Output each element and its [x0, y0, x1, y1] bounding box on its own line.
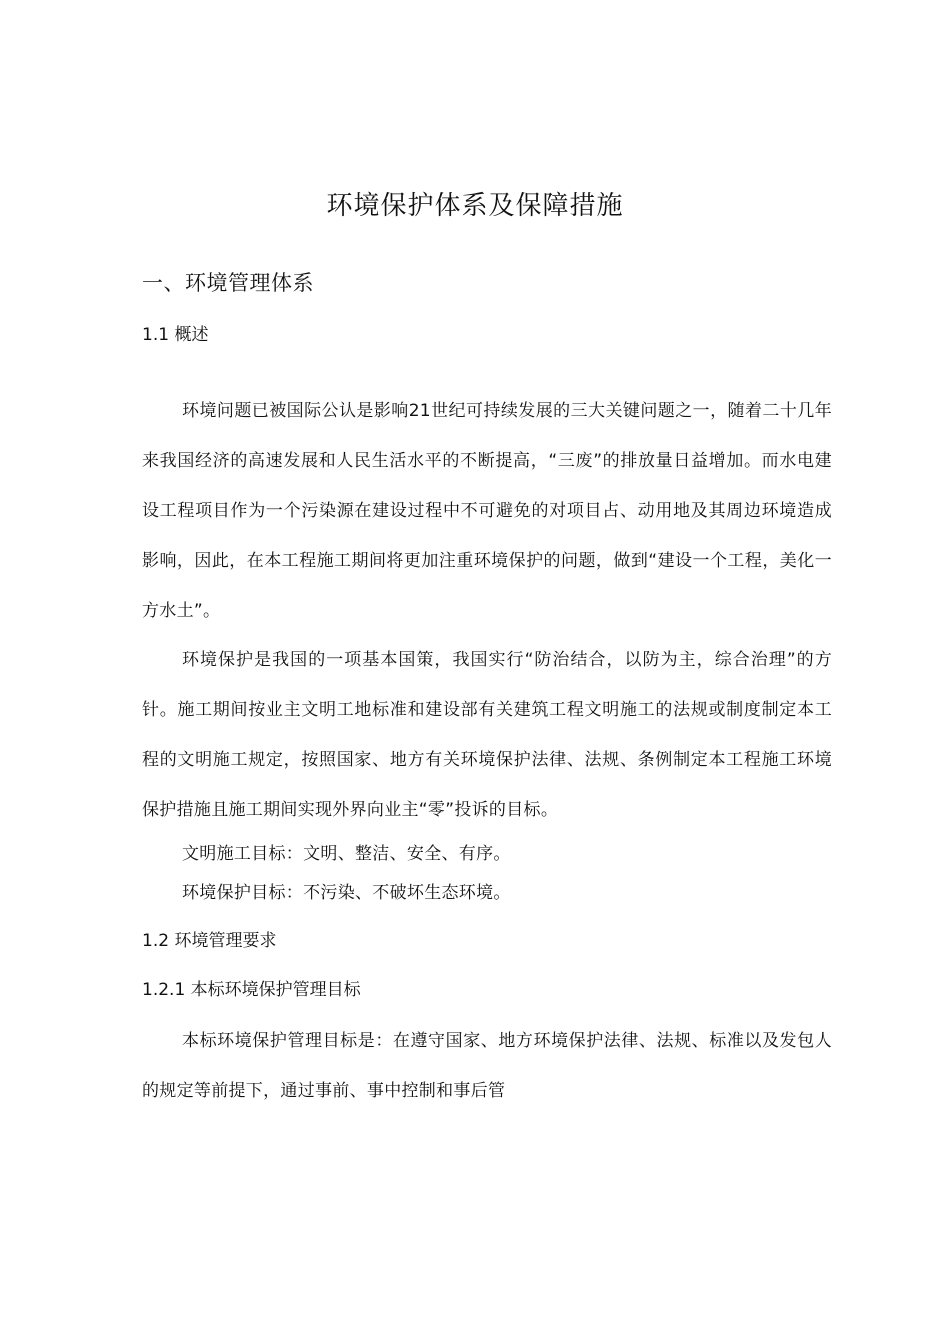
- section-heading-environment-management-system: 一、环境管理体系: [142, 271, 314, 295]
- subsection-heading-overview: 1.1 概述: [142, 325, 209, 345]
- document-title: 环境保护体系及保障措施: [326, 191, 624, 221]
- environmental-protection-goal: 环境保护目标：不污染、不破坏生态环境。: [182, 883, 511, 903]
- civil-construction-goal: 文明施工目标：文明、整洁、安全、有序。: [182, 844, 511, 864]
- paragraph-protection-goals: 本标环境保护管理目标是：在遵守国家、地方环境保护法律、法规、标准以及发包人的规定等前提下，通过事前、事中控制和事后管: [142, 1031, 832, 1101]
- paragraph-overview-1: 环境问题已被国际公认是影响21世纪可持续发展的三大关键问题之一，随着二十几年来我国经济的高速发展和人民生活水平的不断提高，“三废”的排放量日益增加。而水电建设工程项目作为一个污染源在建设过程中不可避免的对项目占、动用地及其周边环境造成影响，因此，在本工程施工期间将更加注重环境保护的问题，做到“建设一个工程，美化一方水土”。: [142, 401, 832, 621]
- subsection-heading-management-requirements: 1.2 环境管理要求: [142, 931, 277, 951]
- paragraph-overview-2: 环境保护是我国的一项基本国策，我国实行“防治结合，以防为主，综合治理”的方针。施工期间按业主文明工地标准和建设部有关建筑工程文明施工的法规或制度制定本工程的文明施工规定，按照国家、地方有关环境保护法律、法规、条例制定本工程施工环境保护措施且施工期间实现外界向业主“零”投诉的目标。: [142, 650, 832, 820]
- subsubsection-heading-protection-goals: 1.2.1 本标环境保护管理目标: [142, 980, 361, 1000]
